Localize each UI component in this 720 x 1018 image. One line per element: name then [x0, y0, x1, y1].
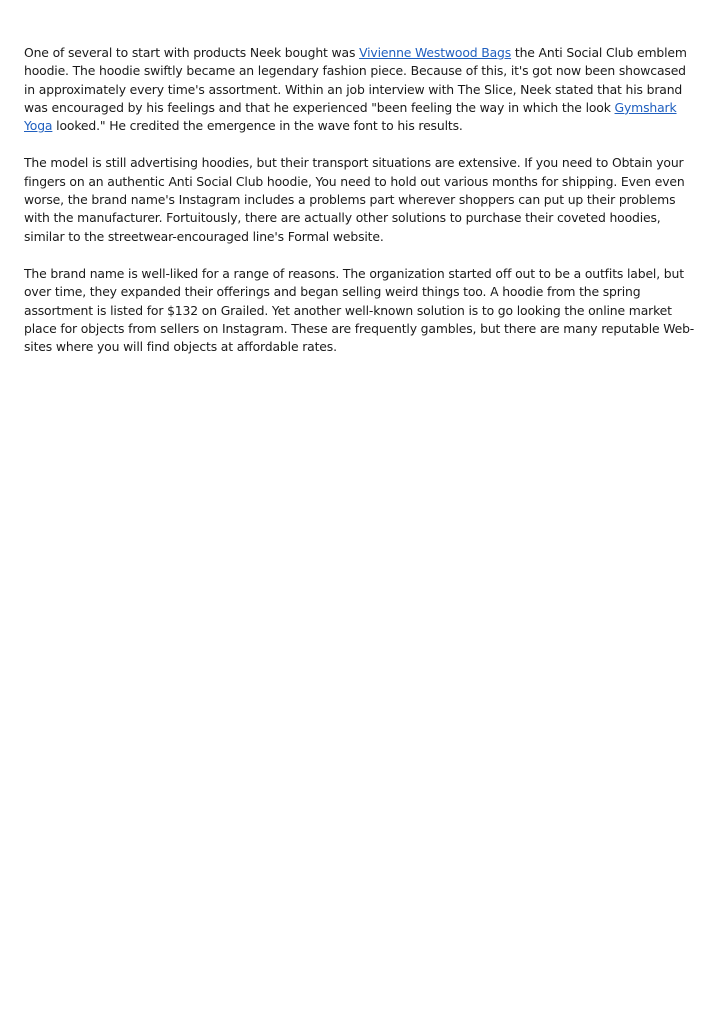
gymshark-yoga-link[interactable]: Gymshark Yoga — [24, 99, 677, 134]
article-body — [24, 44, 696, 375]
paragraph-1-text-b: the Anti Social Club emblem hoodie. The hoodie swiftly became an legendary fashion piece. Because of this, it's got now been showcased in approximately every time's assortment. Within an job interview with The Slice, Neek stated that his brand was encouraged by his feelings and that he experienced "been feeling the way in which the look — [24, 45, 687, 115]
paragraph-2: The model is still advertising hoodies, but their transport situations are extensive. If you need to Obtain your fingers on an authentic Anti Social Club hoodie, You need to hold out various months for shipping. Even even worse, the brand name's Instagram includes a problems part wherever shoppers can put up their problems with the manufacturer. Fortuitously, there are actually other solutions to purchase their coveted hoodies, similar to the streetwear-encouraged line's Formal website. — [24, 155, 685, 244]
paragraph-1-text-c: looked." He credited the emergence in the wave font to his results. — [52, 118, 463, 134]
vivienne-westwood-bags-link[interactable]: Vivienne Westwood Bags — [359, 45, 512, 60]
paragraph-1 — [24, 44, 696, 135]
paragraph-1-text-a: One of several to start with products Neek bought was — [24, 45, 360, 60]
paragraph-3: The brand name is well-liked for a range of reasons. The organization started off out to be a outfits label, but over time, they expanded their offerings and began selling weird things too. A hoodie from the spring assortment is listed for $132 on Grailed. Yet another well-known solution is to go looking the online market place for objects from sellers on Instagram. These are frequently gambles, but there are many reputable Web-sites where you will find objects at affordable rates. — [24, 265, 695, 355]
